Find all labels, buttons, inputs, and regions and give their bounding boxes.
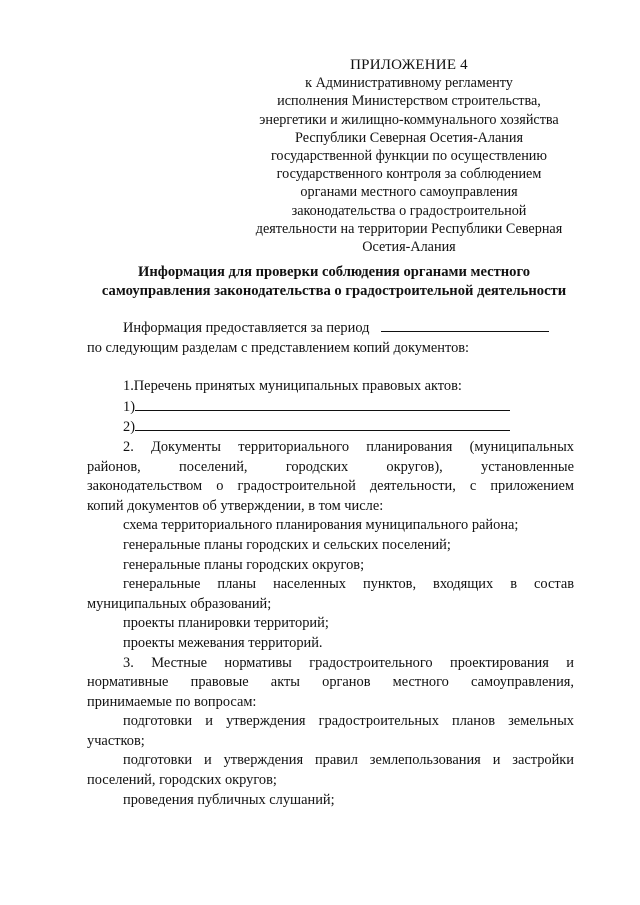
section-2-text: 2. Документы территориального планирования (муниципальных xyxy=(123,438,574,455)
section-1-item xyxy=(87,397,574,418)
section-2-item: проекты межевания территорий. xyxy=(123,634,323,651)
section-2-text: районов, поселений, городских округов), установленные xyxy=(87,458,574,475)
section-2-item: проекты планировки территорий; xyxy=(123,615,329,632)
section-2-item: схема территориального планирования муниципального района; xyxy=(123,517,519,534)
section-2-item: генеральные планы городских округов; xyxy=(123,556,365,573)
section-2-text: законодательством о градостроительной деятельности, с приложением xyxy=(87,478,574,495)
annex-header xyxy=(244,56,574,256)
spacer xyxy=(87,358,574,377)
section-3-text: принимаемые по вопросам: xyxy=(87,693,257,710)
document-title-line: Информация для проверки соблюдения органами местного xyxy=(137,264,531,280)
period-text: Информация предоставляется за период xyxy=(123,320,370,336)
annex-title: ПРИЛОЖЕНИЕ 4 xyxy=(350,57,468,73)
annex-line: Республики Северная Осетия-Алания xyxy=(294,129,523,146)
item-number: 1) xyxy=(123,398,135,415)
annex-line: Осетия-Алания xyxy=(362,239,456,256)
period-blank-line xyxy=(381,318,549,332)
annex-line: исполнения Министерством строительства, xyxy=(277,93,541,110)
section-2-item-cont: муниципальных образований; xyxy=(87,595,272,612)
annex-line: энергетики и жилищно-коммунального хозяйства xyxy=(259,111,559,128)
annex-line: государственного контроля за соблюдением xyxy=(276,166,542,183)
annex-line: государственной функции по осуществлению xyxy=(270,148,548,165)
section-1-heading: 1.Перечень принятых муниципальных правовых актов: xyxy=(123,378,462,395)
section-3-item: подготовки и утверждения градостроительных планов земельных xyxy=(123,713,574,730)
annex-line: к Административному регламенту xyxy=(305,75,513,92)
annex-line: органами местного самоуправления xyxy=(300,184,518,201)
section-2-item: генеральные планы населенных пунктов, входящих в состав xyxy=(123,576,574,593)
blank-line xyxy=(135,397,510,411)
document-body xyxy=(87,318,574,810)
document-title xyxy=(84,263,584,300)
annex-line: законодательства о градостроительной xyxy=(291,202,527,219)
blank-line xyxy=(135,417,510,431)
section-1-item xyxy=(87,417,574,438)
period-paragraph-cont: по следующим разделам с представлением копий документов: xyxy=(87,339,470,356)
annex-line: деятельности на территории Республики Северная xyxy=(255,220,563,237)
section-3-text: 3. Местные нормативы градостроительного проектирования и xyxy=(123,654,574,671)
section-3-item: проведения публичных слушаний; xyxy=(123,791,335,808)
period-paragraph xyxy=(87,318,574,339)
section-2-text: копий документов об утверждении, в том числе: xyxy=(87,497,384,514)
section-3-item-cont: участков; xyxy=(87,732,145,749)
section-3-item: подготовки и утверждения правил землепользования и застройки xyxy=(123,752,574,769)
document-title-line: самоуправления законодательства о градостроительной деятельности xyxy=(101,282,567,299)
section-2-item: генеральные планы городских и сельских поселений; xyxy=(123,536,451,553)
item-number: 2) xyxy=(123,419,135,436)
section-3-item-cont: поселений, городских округов; xyxy=(87,772,277,789)
section-3-text: нормативные правовые акты органов местного самоуправления, xyxy=(87,674,574,691)
